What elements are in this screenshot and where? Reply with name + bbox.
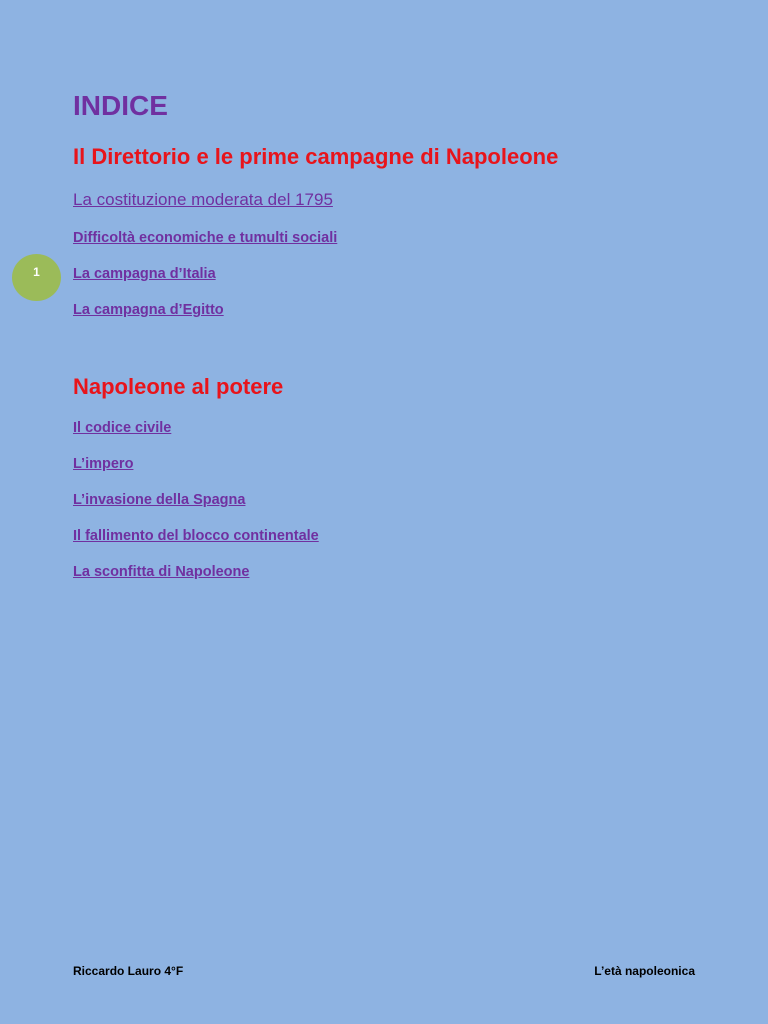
toc-link-costituzione[interactable]: La costituzione moderata del 1795 [73, 190, 333, 209]
toc-link-difficolta[interactable]: Difficoltà economiche e tumulti sociali [73, 230, 338, 246]
toc-link-campagna-italia[interactable]: La campagna d’Italia [73, 266, 216, 282]
section-heading-napoleone: Napoleone al potere [73, 374, 284, 399]
toc-link-campagna-egitto[interactable]: La campagna d’Egitto [73, 302, 224, 318]
toc-link-codice-civile[interactable]: Il codice civile [73, 420, 172, 436]
section-heading-direttorio: Il Direttorio e le prime campagne di Napoleone [73, 144, 559, 169]
footer-author: Riccardo Lauro 4°F [73, 964, 184, 978]
page-number-badge [12, 254, 61, 301]
page-number: 1 [33, 265, 40, 279]
footer-subject: L’età napoleonica [594, 964, 695, 978]
page-title: INDICE [73, 90, 168, 121]
toc-link-impero[interactable]: L’impero [73, 456, 134, 472]
toc-link-sconfitta[interactable]: La sconfitta di Napoleone [73, 564, 250, 580]
toc-link-blocco-continentale[interactable]: Il fallimento del blocco continentale [73, 528, 319, 544]
toc-link-invasione-spagna[interactable]: L’invasione della Spagna [73, 492, 246, 508]
